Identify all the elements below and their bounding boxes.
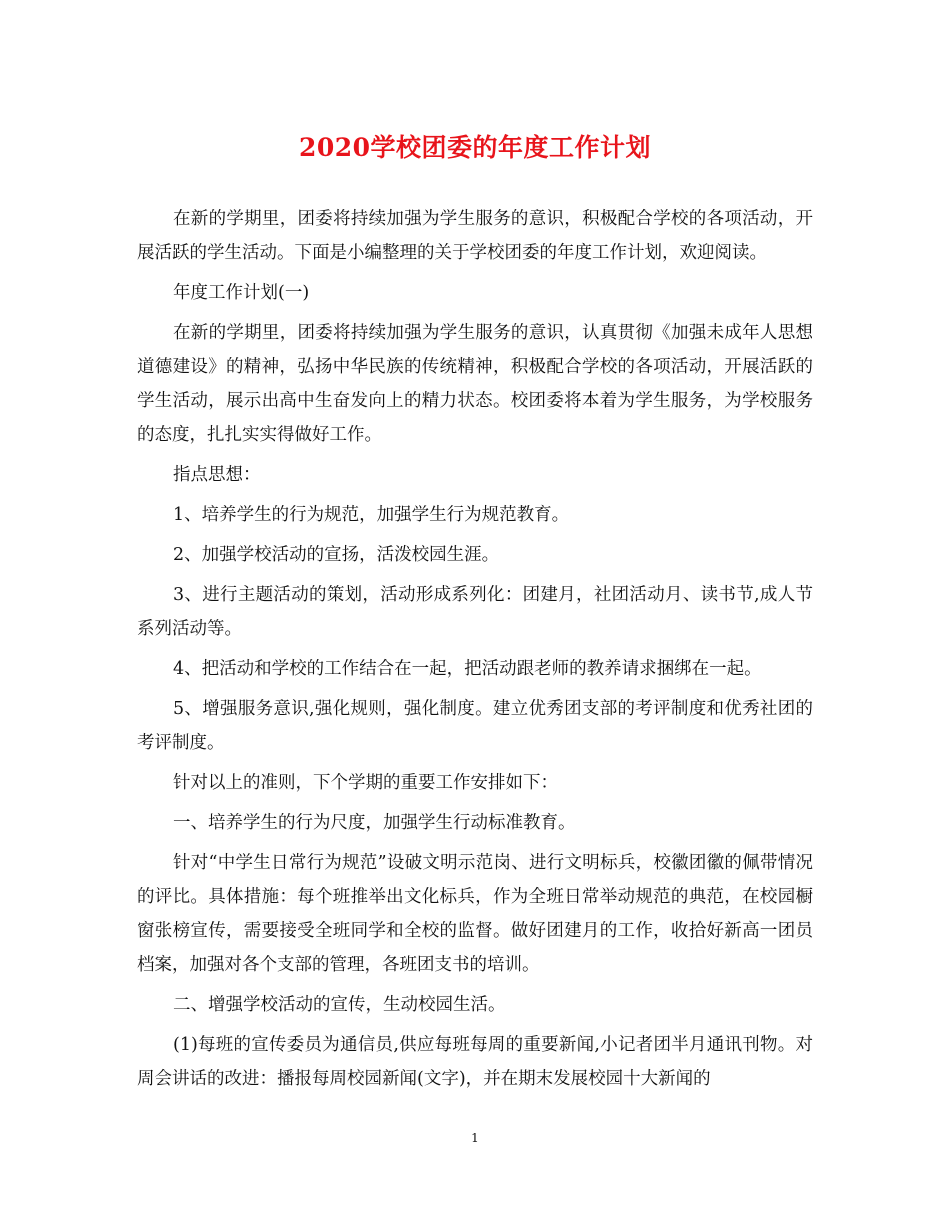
list-item-5: 5、增强服务意识,强化规则，强化制度。建立优秀团支部的考评制度和优秀社团的考评制度。 <box>137 699 813 753</box>
section-heading-plan-one: 年度工作计划(一) <box>173 283 310 303</box>
list-item-2: 2、加强学校活动的宣扬，活泼校园生涯。 <box>173 545 500 565</box>
section-one-paragraph: 针对“中学生日常行为规范”设破文明示范岗、进行文明标兵，校徽团徽的佩带情况的评比。具体措施：每个班推举出文化标兵，作为全班日常举动规范的典范，在校园橱窗张榜宣传，需要接受全班同学和全校的监督。做好团建月的工作，收拾好新高一团员档案，加强对各个支部的管理，各班团支书的培训。 <box>137 853 813 975</box>
list-item-1: 1、培养学生的行为规范，加强学生行为规范教育。 <box>173 505 570 525</box>
page-number: 1 <box>471 1131 479 1145</box>
document-body <box>137 202 813 1102</box>
plan-overview-paragraph: 在新的学期里，团委将持续加强为学生服务的意识，认真贯彻《加强未成年人思想道德建设》的精神，弘扬中华民族的传统精神，积极配合学校的各项活动，开展活跃的学生活动，展示出高中生奋发向上的精力状态。校团委将本着为学生服务，为学校服务的态度，扎扎实实得做好工作。 <box>137 323 813 445</box>
list-item-4: 4、把活动和学校的工作结合在一起，把活动跟老师的教养请求捆绑在一起。 <box>173 659 762 679</box>
section-heading-one: 一、培养学生的行为尺度，加强学生行动标准教育。 <box>173 813 576 833</box>
guiding-thought-heading: 指点思想： <box>173 465 261 485</box>
work-arrangement-intro: 针对以上的准则，下个学期的重要工作安排如下： <box>173 773 558 793</box>
section-heading-two: 二、增强学校活动的宣传，生动校园生活。 <box>173 995 506 1015</box>
section-two-paragraph: (1)每班的宣传委员为通信员,供应每班每周的重要新闻,小记者团半月通讯刊物。对周会讲话的改进：播报每周校园新闻(文字)，并在期末发展校园十大新闻的 <box>137 1035 813 1089</box>
document-title: 2020学校团委的年度工作计划 <box>298 133 652 162</box>
intro-paragraph: 在新的学期里，团委将持续加强为学生服务的意识，积极配合学校的各项活动，开展活跃的学生活动。下面是小编整理的关于学校团委的年度工作计划，欢迎阅读。 <box>137 209 813 263</box>
list-item-3: 3、进行主题活动的策划，活动形成系列化：团建月，社团活动月、读书节,成人节系列活动等。 <box>137 585 813 639</box>
